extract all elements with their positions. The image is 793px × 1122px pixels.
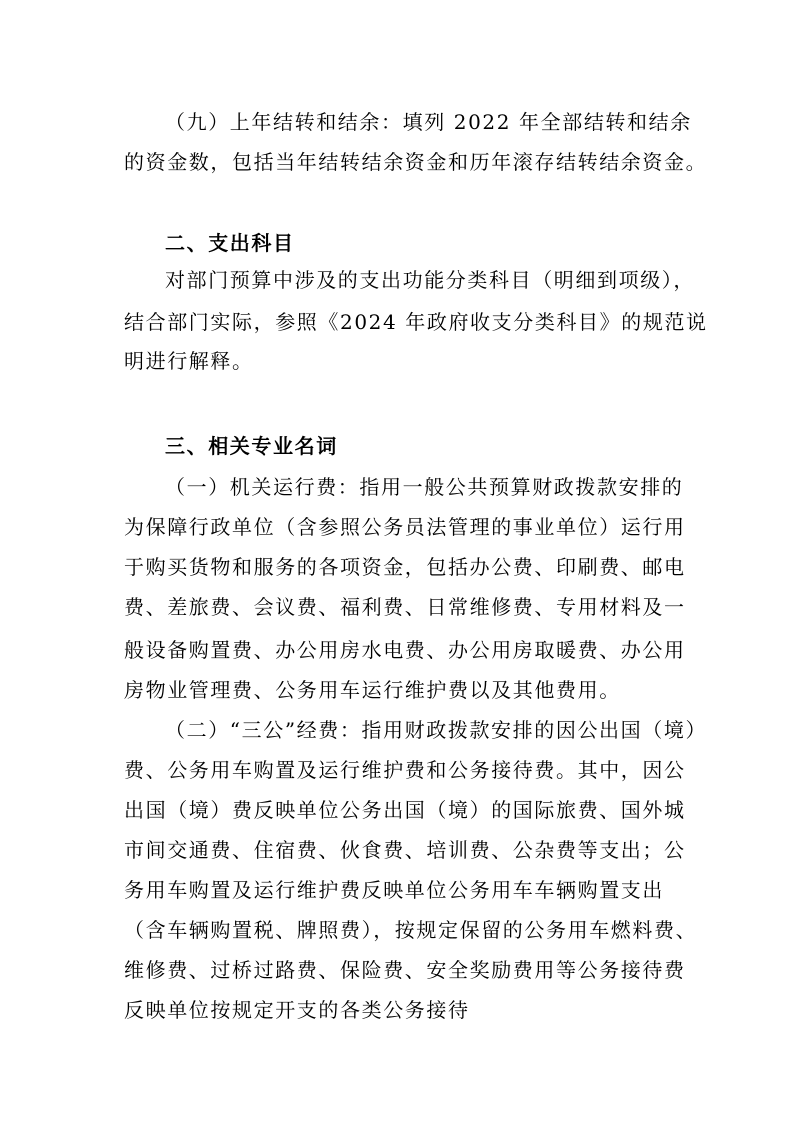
item-two-line-5: 务用车购置及运行维护费反映单位公务用车车辆购置支出 bbox=[124, 878, 664, 902]
section-two-line-3: 明进行解释。 bbox=[124, 349, 254, 373]
section-two-line-1: 对部门预算中涉及的支出功能分类科目（明细到项级）， bbox=[165, 268, 695, 292]
item-two-line-1: （二）“三公”经费：指用财政拨款安排的因公出国（境） bbox=[165, 718, 708, 742]
section-two-heading: 二、支出科目 bbox=[165, 231, 295, 255]
item-two-line-4: 市间交通费、住宿费、伙食费、培训费、公杂费等支出；公 bbox=[124, 838, 686, 862]
section-nine-line-1: （九）上年结转和结余：填列 2022 年全部结转和结余 bbox=[165, 110, 692, 134]
item-one-line-3: 于购买货物和服务的各项资金，包括办公费、印刷费、邮电 bbox=[124, 555, 686, 579]
item-two-line-7: 维修费、过桥过路费、保险费、安全奖励费用等公务接待费 bbox=[124, 958, 686, 982]
item-one-line-5: 般设备购置费、办公用房水电费、办公用房取暖费、办公用 bbox=[124, 638, 686, 662]
section-two-line-2: 结合部门实际，参照《2024 年政府收支分类科目》的规范说 bbox=[124, 310, 708, 334]
item-two-line-3: 出国（境）费反映单位公务出国（境）的国际旅费、国外城 bbox=[124, 798, 686, 822]
item-one-line-4: 费、差旅费、会议费、福利费、日常维修费、专用材料及一 bbox=[124, 595, 686, 619]
item-two-line-6: （含车辆购置税、牌照费），按规定保留的公务用车燃料费、 bbox=[124, 918, 698, 942]
item-two-line-2: 费、公务用车购置及运行维护费和公务接待费。其中，因公 bbox=[124, 758, 686, 782]
item-one-line-2: 为保障行政单位（含参照公务员法管理的事业单位）运行用 bbox=[124, 515, 686, 539]
section-nine-line-2: 的资金数，包括当年结转结余资金和历年滚存结转结余资金。 bbox=[124, 150, 708, 174]
section-three-heading: 三、相关专业名词 bbox=[165, 434, 338, 458]
item-two-line-8: 反映单位按规定开支的各类公务接待 bbox=[124, 998, 470, 1022]
item-one-line-1: （一）机关运行费：指用一般公共预算财政拨款安排的 bbox=[165, 475, 684, 499]
item-one-line-6: 房物业管理费、公务用车运行维护费以及其他费用。 bbox=[124, 678, 621, 702]
